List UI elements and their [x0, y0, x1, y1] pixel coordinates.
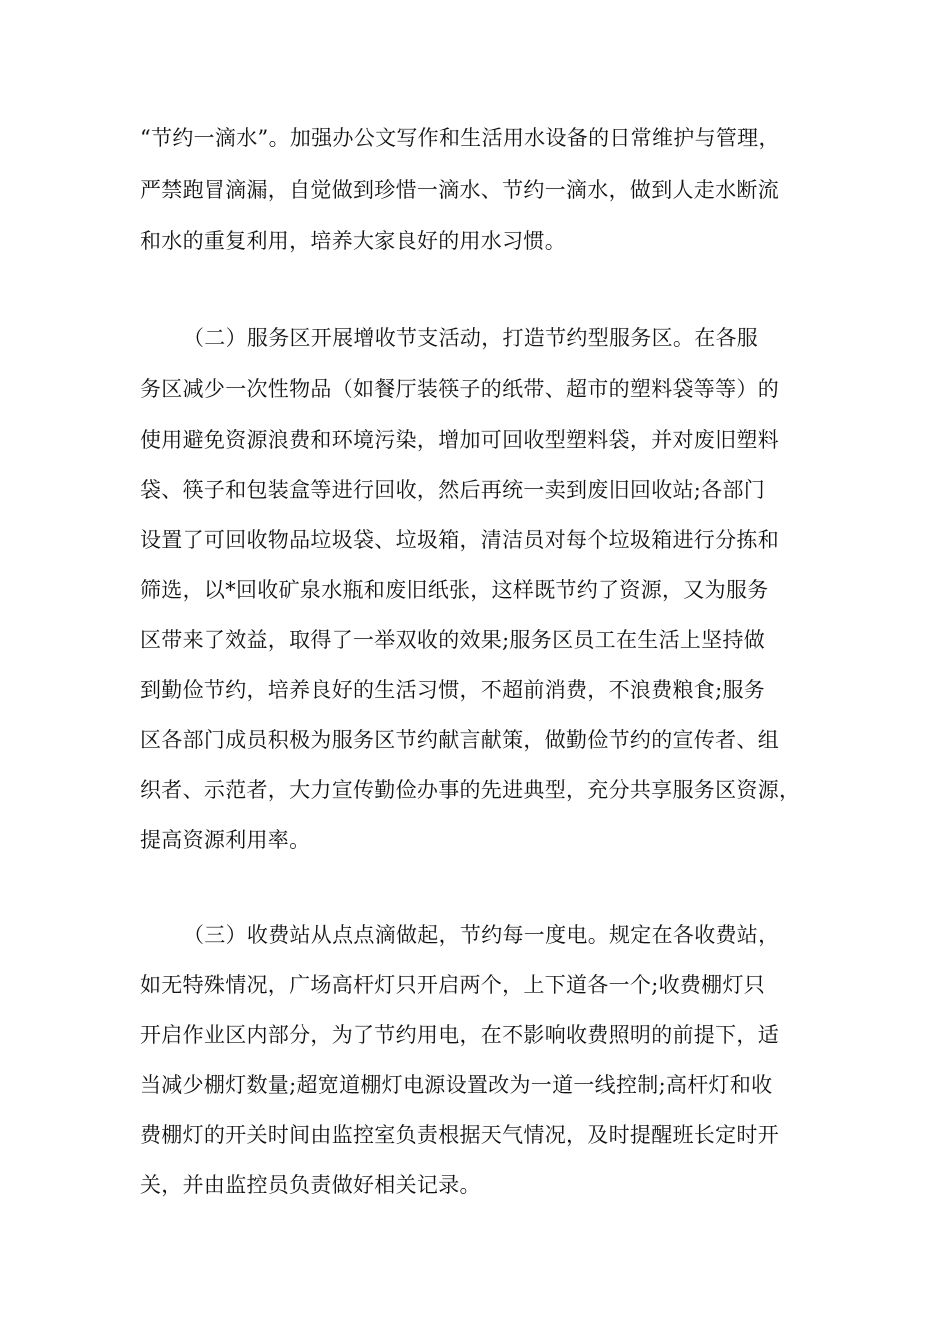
- text-line: 关，并由监控员负责做好相关记录。: [140, 1173, 481, 1197]
- text-line: 区带来了效益，取得了一举双收的效果;服务区员工在生活上坚持做: [140, 628, 766, 652]
- text-line: 费棚灯的开关时间由监控室负责根据天气情况，及时提醒班长定时开: [140, 1123, 779, 1147]
- text-line: 区各部门成员积极为服务区节约献言献策，做勤俭节约的宣传者、组: [140, 728, 779, 752]
- text-line: 设置了可回收物品垃圾袋、垃圾箱，清洁员对每个垃圾箱进行分拣和: [140, 528, 779, 552]
- text-line: 到勤俭节约，培养良好的生活习惯，不超前消费，不浪费粮食;服务: [140, 678, 766, 702]
- text-line: （三）收费站从点点滴做起，节约每一度电。规定在各收费站，: [183, 923, 780, 947]
- text-line: 如无特殊情况，广场高杆灯只开启两个，上下道各一个;收费棚灯只: [140, 973, 766, 997]
- text-line: 开启作业区内部分，为了节约用电，在不影响收费照明的前提下，适: [140, 1023, 779, 1047]
- text-line: 筛选，以*回收矿泉水瓶和废旧纸张，这样既节约了资源，又为服务: [140, 578, 769, 602]
- text-line: （二）服务区开展增收节支活动，打造节约型服务区。在各服: [183, 326, 759, 350]
- text-line: 使用避免资源浪费和环境污染，增加可回收型塑料袋，并对废旧塑料: [140, 428, 779, 452]
- text-line: 袋、筷子和包装盒等进行回收，然后再统一卖到废旧回收站;各部门: [140, 478, 766, 502]
- text-line: “节约一滴水”。加强办公文写作和生活用水设备的日常维护与管理，: [140, 126, 780, 150]
- text-line: 务区减少一次性物品（如餐厅装筷子的纸带、超市的塑料袋等等）的: [140, 377, 779, 401]
- text-line: 织者、示范者，大力宣传勤俭办事的先进典型，充分共享服务区资源，: [140, 778, 801, 802]
- text-line: 严禁跑冒滴漏，自觉做到珍惜一滴水、节约一滴水，做到人走水断流: [140, 178, 779, 202]
- text-line: 当减少棚灯数量;超宽道棚灯电源设置改为一道一线控制;高杆灯和收: [140, 1073, 773, 1097]
- text-line: 和水的重复利用，培养大家良好的用水习惯。: [140, 229, 566, 253]
- text-line: 提高资源利用率。: [140, 828, 311, 852]
